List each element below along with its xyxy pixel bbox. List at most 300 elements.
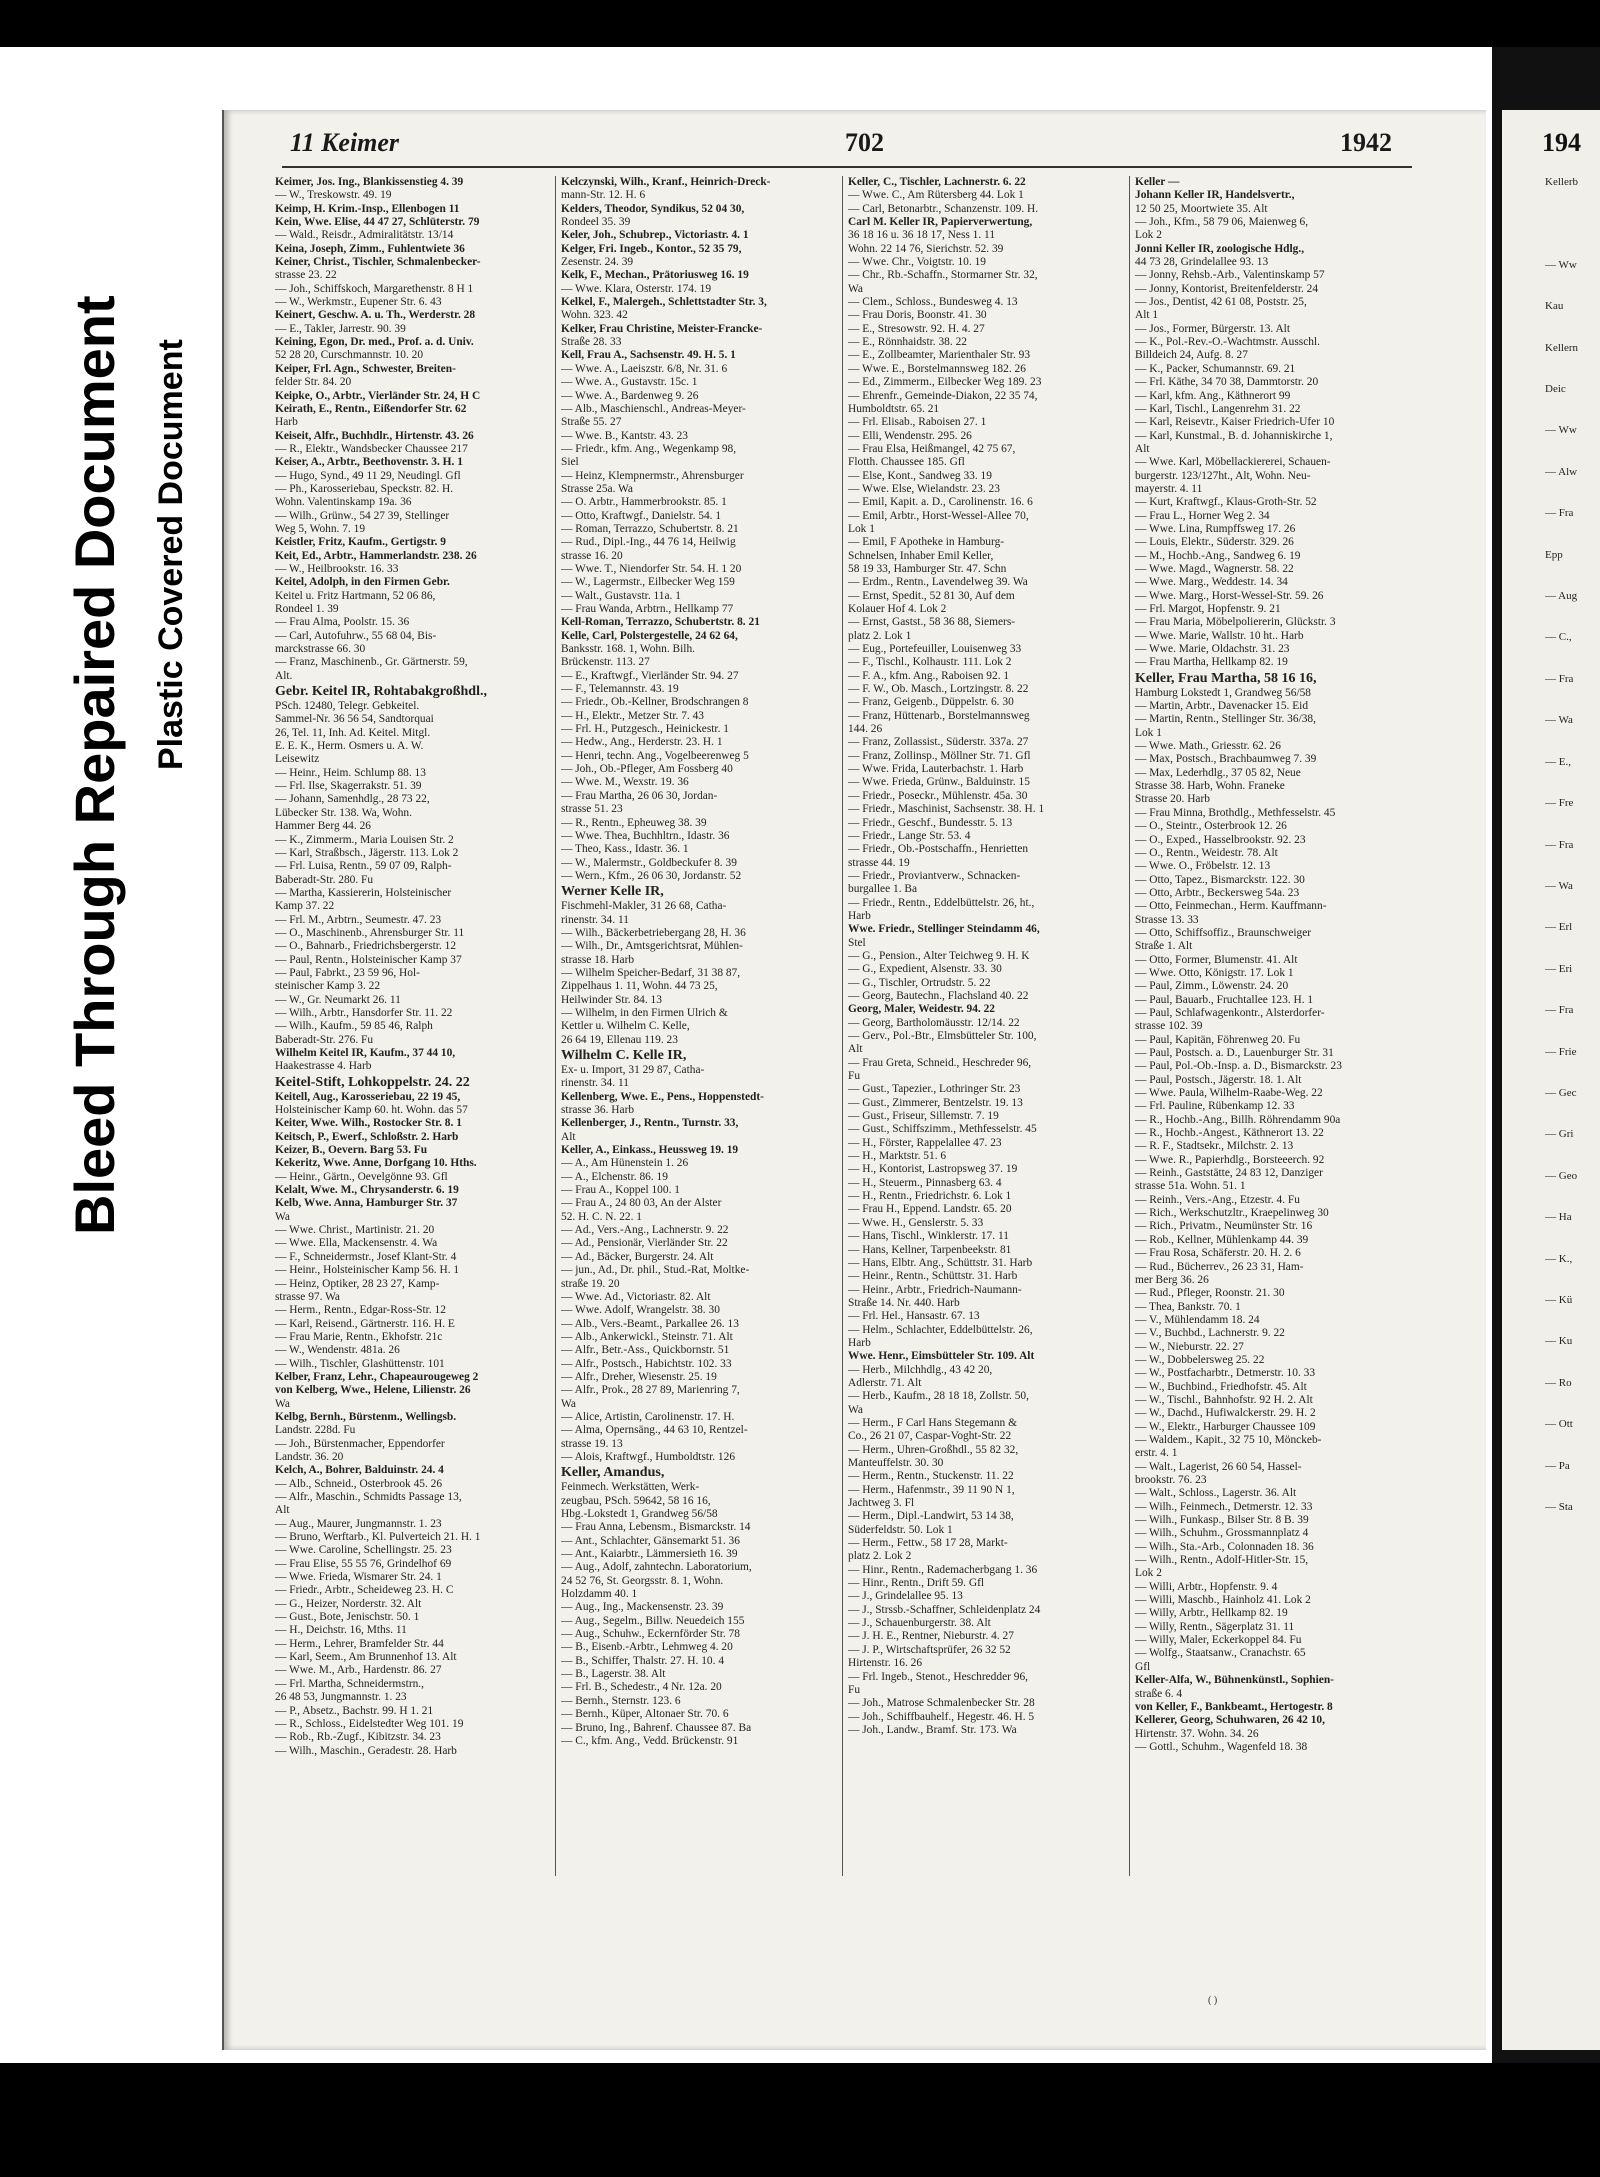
- fragment-line: — Erl: [1545, 921, 1573, 934]
- directory-entry: — Paul, Fabrkt., 23 59 96, Hol-: [275, 966, 420, 979]
- directory-entry: — Wwe. Caroline, Schellingstr. 25. 23: [275, 1544, 452, 1557]
- directory-entry: Kellenberger, J., Rentn., Turnstr. 33,: [561, 1117, 739, 1130]
- directory-entry: — H., Kontorist, Lastropsweg 37. 19: [848, 1163, 1018, 1176]
- directory-entry: — Hedw., Ang., Herderstr. 23. H. 1: [561, 736, 723, 749]
- directory-entry: — Friedr., Poseckr., Mühlenstr. 45a. 30: [848, 789, 1028, 802]
- directory-entry: — H., Marktstr. 51. 6: [848, 1150, 947, 1163]
- directory-entry: mer Berg 36. 26: [1135, 1273, 1209, 1286]
- directory-entry: von Kelberg, Wwe., Helene, Lilienstr. 26: [275, 1384, 471, 1397]
- directory-entry: Wa: [848, 1403, 863, 1416]
- directory-entry: — Henri, techn. Ang., Vogelbeerenweg 5: [561, 749, 749, 762]
- directory-entry: — Wwe. M., Wexstr. 19. 36: [561, 776, 689, 789]
- fragment-line: — Gec: [1545, 1086, 1577, 1099]
- directory-column-4: [1135, 176, 1415, 1754]
- fragment-line: — Fra: [1545, 672, 1574, 685]
- directory-entry: Kelb, Wwe. Anna, Hamburger Str. 37: [275, 1197, 458, 1210]
- directory-entry: — Hans, Elbtr. Ang., Schüttstr. 31. Harb: [848, 1256, 1033, 1269]
- fragment-line: — Alw: [1545, 465, 1578, 478]
- directory-entry: Schnelsen, Inhaber Emil Keller,: [848, 549, 994, 562]
- directory-entry: marckstrasse 66. 30: [275, 643, 366, 656]
- directory-entry: — Wwe. Christ., Martinistr. 21. 20: [275, 1224, 435, 1237]
- directory-entry: — Wwe. A., Gustavstr. 15c. 1: [561, 376, 698, 389]
- directory-entry: Hirtenstr. 16. 26: [848, 1657, 923, 1670]
- directory-entry: — Joh., Matrose Schmalenbecker Str. 28: [848, 1697, 1035, 1710]
- directory-entry: Kelalt, Wwe. M., Chrysanderstr. 6. 19: [275, 1184, 459, 1197]
- directory-entry: — Joh., Landw., Bramf. Str. 173. Wa: [848, 1723, 1017, 1736]
- directory-entry: — Herm., Rentn., Edgar-Ross-Str. 12: [275, 1304, 446, 1317]
- directory-entry: — R., Hochb.-Angest., Käthnerort 13. 22: [1135, 1127, 1324, 1140]
- directory-entry: Lübecker Str. 138. Wa, Wohn.: [275, 806, 412, 819]
- directory-entry: 44 73 28, Grindelallee 93. 13: [1135, 256, 1269, 269]
- directory-entry: Billdeich 24, Aufg. 8. 27: [1135, 349, 1248, 362]
- directory-entry: Kolauer Hof 4. Lok 2: [848, 603, 947, 615]
- directory-entry: — G., Tischler, Ortrudstr. 5. 22: [848, 976, 991, 989]
- directory-entry: — Ehrenfr., Gemeinde-Diakon, 22 35 74,: [848, 389, 1038, 402]
- directory-entry: — Erdm., Rentn., Lavendelweg 39. Wa: [848, 576, 1028, 589]
- fragment-line: Kau: [1545, 300, 1564, 313]
- directory-entry: — Aug., Segelm., Billw. Neuedeich 155: [561, 1614, 745, 1627]
- directory-entry: — Franz, Geigenb., Düppelstr. 6. 30: [848, 696, 1014, 709]
- directory-entry: Keitel, Adolph, in den Firmen Gebr.: [275, 576, 450, 589]
- directory-entry: Kelber, Franz, Lehr., Chapeaurougeweg 2: [275, 1370, 479, 1383]
- directory-entry: — Frl. M., Arbtrn., Seumestr. 47. 23: [275, 913, 442, 926]
- directory-entry: — Paul, Postsch., Jägerstr. 18. 1. Alt: [1135, 1073, 1302, 1086]
- page-header: [290, 128, 1410, 164]
- directory-entry: — Rob., Kellner, Mühlenkamp 44. 39: [1135, 1233, 1309, 1246]
- directory-entry: — W., Tischl., Bahnhofstr. 92 H. 2. Alt: [1135, 1393, 1313, 1406]
- directory-entry: — Heinz, Optiker, 28 23 27, Kamp-: [275, 1277, 440, 1290]
- directory-entry: — Frl. Pauline, Rübenkamp 12. 33: [1135, 1100, 1295, 1113]
- directory-entry: Kelkel, F., Malergeh., Schlettstadter Str. 3,: [561, 296, 767, 309]
- directory-entry: Süderfeldstr. 50. Lok 1: [848, 1523, 953, 1536]
- directory-entry: — J., Grindelallee 95. 13: [848, 1590, 963, 1603]
- directory-entry: — Louis, Elektr., Süderstr. 329. 26: [1135, 536, 1294, 549]
- directory-entry: mann-Str. 12. H. 6: [561, 189, 646, 202]
- directory-entry: Sammel-Nr. 36 56 54, Sandtorquai: [275, 713, 434, 726]
- directory-entry: — Alb., Schneid., Osterbrook 45. 26: [275, 1477, 443, 1490]
- next-page-number: 194: [1542, 128, 1581, 157]
- directory-entry: — G., Pension., Alter Teichweg 9. H. K: [848, 949, 1030, 962]
- directory-entry: burgerstr. 123/127ht., Alt, Wohn. Neu-: [1135, 469, 1311, 482]
- directory-entry: — Georg, Bautechn., Flachsland 40. 22: [848, 989, 1029, 1002]
- directory-entry: — Herm., Lehrer, Bramfelder Str. 44: [275, 1637, 444, 1650]
- directory-entry: — Walt., Schloss., Lagerstr. 36. Alt: [1135, 1487, 1297, 1500]
- directory-entry: — Rud., Dipl.-Ing., 44 76 14, Heilwig: [561, 536, 736, 549]
- directory-entry: Leisewitz: [275, 753, 320, 766]
- directory-entry: Wwe. Henr., Eimsbütteler Str. 109. Alt: [848, 1350, 1035, 1363]
- directory-entry: — Wwe. Paula, Wilhelm-Raabe-Weg. 22: [1135, 1087, 1323, 1100]
- directory-entry: — Frau Anna, Lebensm., Bismarckstr. 14: [561, 1521, 751, 1534]
- directory-entry: — Frau A., Koppel 100. 1: [561, 1184, 680, 1197]
- running-head: 11 Keimer: [290, 128, 400, 157]
- directory-entry: — Friedr., Geschf., Bundesstr. 5. 13: [848, 816, 1013, 829]
- directory-entry: — J., Strssb.-Schaffner, Schleidenplatz 24: [848, 1603, 1041, 1616]
- directory-entry: — Wwe. Marie, Wallstr. 10 ht.. Harb: [1135, 629, 1304, 642]
- directory-entry: — Wilh., Sta.-Arb., Colonnaden 18. 36: [1135, 1540, 1314, 1553]
- fragment-line: Kellern: [1545, 341, 1578, 354]
- directory-entry: — Emil, F Apotheke in Hamburg-: [848, 536, 1005, 549]
- directory-entry: — V., Mühlendamm 18. 24: [1135, 1313, 1260, 1326]
- directory-entry: — Wilh., Tischler, Glashüttenstr. 101: [275, 1357, 445, 1370]
- directory-entry: — Gust., Zimmerer, Bentzelstr. 19. 13: [848, 1096, 1023, 1109]
- directory-entry: Kamp 37. 22: [275, 900, 335, 913]
- directory-entry: Harb: [848, 909, 871, 922]
- directory-entry: — Wern., Kfm., 26 06 30, Jordanstr. 52: [561, 869, 742, 882]
- directory-entry: — Paul, Bauarb., Fruchtallee 123. H. 1: [1135, 993, 1314, 1006]
- directory-entry: — Otto, Kraftwgf., Danielstr. 54. 1: [561, 509, 722, 522]
- directory-entry: — O., Steintr., Osterbrook 12. 26: [1135, 820, 1287, 833]
- directory-entry: Wa: [848, 282, 863, 295]
- directory-entry: — Hinr., Rentn., Drift 59. Gfl: [848, 1577, 985, 1590]
- directory-entry: 52 28 20, Curschmannstr. 10. 20: [275, 349, 424, 362]
- fragment-line: — Ro: [1545, 1376, 1572, 1389]
- directory-entry: — R., Elektr., Wandsbecker Chaussee 217: [275, 442, 468, 455]
- directory-entry: Straße 55. 27: [561, 416, 622, 429]
- directory-entry: — Frau Greta, Schneid., Heschreder 96,: [848, 1056, 1032, 1069]
- directory-entry: Keitsch, P., Ewerf., Schloßstr. 2. Harb: [275, 1130, 459, 1143]
- directory-entry: Keirath, E., Rentn., Eißendorfer Str. 62: [275, 402, 467, 415]
- directory-entry: Keller-Alfa, W., Bühnenkünstl., Sophien-: [1135, 1674, 1334, 1687]
- directory-entry: — Ph., Karosseriebau, Speckstr. 82. H.: [275, 482, 454, 495]
- directory-entry: — Joh., Kfm., 58 79 06, Maienweg 6,: [1135, 216, 1309, 229]
- directory-entry: Ex- u. Import, 31 29 87, Catha-: [561, 1064, 705, 1076]
- scan-border-top: [0, 0, 1600, 47]
- directory-entry: Kelch, A., Bohrer, Balduinstr. 24. 4: [275, 1464, 444, 1477]
- directory-entry: — Paul, Kapitän, Föhrenweg 20. Fu: [1135, 1033, 1301, 1046]
- directory-entry: — Otto, Feinmechan., Herm. Kauffmann-: [1135, 900, 1327, 913]
- directory-entry: Lok 2: [1135, 229, 1162, 242]
- directory-entry: — Ad., Bäcker, Burgerstr. 24. Alt: [561, 1250, 714, 1263]
- label-bleed-through: Bleed Through: [63, 839, 126, 1235]
- directory-entry: Kell-Roman, Terrazzo, Schubertstr. 8. 21: [561, 616, 760, 629]
- directory-entry: — Walt., Gustavstr. 11a. 1: [561, 589, 681, 602]
- directory-entry: — Frau Minna, Brothdlg., Methfesselstr. 45: [1135, 806, 1336, 819]
- directory-entry: Hirtenstr. 37. Wohn. 34. 26: [1135, 1727, 1259, 1740]
- directory-entry: — R. F., Stadtsekr., Milchstr. 2. 13: [1135, 1140, 1294, 1153]
- directory-entry: — F., Telemannstr. 43. 19: [561, 683, 679, 696]
- directory-entry: Hbg.-Lokstedt 1, Grandweg 56/58: [561, 1508, 718, 1520]
- directory-entry: Strasse 25a. Wa: [561, 482, 633, 495]
- directory-entry: — Friedr., Maschinist, Sachsenstr. 38. H. 1: [848, 803, 1045, 816]
- directory-entry: Keller, Amandus,: [561, 1465, 665, 1481]
- directory-entry: — Aug., Ing., Mackensenstr. 23. 39: [561, 1601, 724, 1614]
- directory-entry: — Wwe. Marg., Horst-Wessel-Str. 59. 26: [1135, 589, 1324, 602]
- directory-entry: — Frl. Hel., Hansastr. 67. 13: [848, 1310, 980, 1323]
- directory-entry: — Martha, Kassiererin, Holsteinischer: [275, 886, 452, 899]
- directory-entry: Baberadt-Str. 280. Fu: [275, 873, 374, 886]
- directory-entry: — O., Rentn., Weidestr. 78. Alt: [1135, 846, 1278, 859]
- directory-entry: strasse 97. Wa: [275, 1290, 340, 1303]
- directory-entry: von Keller, F., Bankbeamt., Hertogestr. 8: [1135, 1700, 1333, 1713]
- fragment-line: — Geo: [1545, 1169, 1578, 1182]
- directory-entry: — C., kfm. Ang., Vedd. Brückenstr. 91: [561, 1734, 739, 1747]
- directory-entry: — Herm., Rentn., Stuckenstr. 11. 22: [848, 1470, 1014, 1483]
- directory-entry: Weg 5, Wohn. 7. 19: [275, 522, 366, 535]
- directory-entry: Kelger, Fri. Ingeb., Kontor., 52 35 79,: [561, 242, 742, 255]
- directory-entry: — Else, Kont., Sandweg 33. 19: [848, 469, 992, 482]
- directory-entry: Harb: [848, 1336, 871, 1349]
- directory-entry: — Chr., Rb.-Schaffn., Stormarner Str. 32,: [848, 269, 1038, 282]
- directory-entry: — F. A., kfm. Ang., Raboisen 92. 1: [848, 669, 1010, 682]
- fragment-line: Kellerb: [1545, 176, 1578, 188]
- directory-entry: — Frau Elise, 55 55 76, Grindelhof 69: [275, 1557, 452, 1570]
- year: 1942: [1340, 128, 1392, 157]
- directory-entry: Siel: [561, 456, 579, 469]
- directory-entry: Keler, Joh., Schubrep., Victoriastr. 4. 1: [561, 229, 749, 242]
- directory-entry: — Gust., Tapezier., Lothringer Str. 23: [848, 1083, 1021, 1096]
- directory-entry: — Willy, Arbtr., Hellkamp 82. 19: [1135, 1607, 1288, 1620]
- directory-entry: Manteuffelstr. 30. 30: [848, 1457, 944, 1469]
- directory-entry: — Wilh., Grünw., 54 27 39, Stellinger: [275, 509, 450, 522]
- directory-entry: — Frau Martha, Hellkamp 82. 19: [1135, 656, 1288, 669]
- directory-entry: — Wwe. C., Am Rütersberg 44. Lok 1: [848, 189, 1024, 202]
- directory-entry: Strasse 20. Harb: [1135, 793, 1210, 806]
- directory-entry: — E., Kraftwgf., Vierländer Str. 94. 27: [561, 669, 739, 682]
- directory-entry: — Frl. Martha, Schneidermstrn.,: [275, 1677, 425, 1690]
- directory-entry: — Aug., Schuhw., Eckernförder Str. 78: [561, 1628, 740, 1641]
- directory-entry: — Alb., Maschienschl., Andreas-Meyer-: [561, 402, 746, 415]
- directory-entry: — F., Schneidermstr., Josef Klant-Str. 4: [275, 1250, 457, 1263]
- directory-entry: — Heinr., Gärtn., Oevelgönne 93. Gfl: [275, 1170, 448, 1183]
- directory-entry: — Karl, Tischl., Langenrehm 31. 22: [1135, 402, 1301, 415]
- directory-entry: Rondeel 35. 39: [561, 216, 631, 229]
- directory-entry: — H., Deichstr. 16, Mths. 11: [275, 1624, 407, 1637]
- directory-entry: — Wolfg., Staatsanw., Cranachstr. 65: [1135, 1647, 1306, 1660]
- fragment-line: — Ha: [1545, 1211, 1572, 1224]
- directory-entry: — O., Exped., Hasselbrookstr. 92. 23: [1135, 833, 1306, 846]
- directory-entry: — Wwe. Ella, Mackensenstr. 4. Wa: [275, 1237, 438, 1250]
- directory-entry: — K., Packer, Schumannstr. 69. 21: [1135, 362, 1296, 375]
- directory-entry: Straße 14. Nr. 440. Harb: [848, 1296, 960, 1309]
- directory-entry: — Herm., Dipl.-Landwirt, 53 14 38,: [848, 1510, 1014, 1523]
- directory-entry: 12 50 25, Moortwiete 35. Alt: [1135, 202, 1268, 215]
- fragment-line: — Fre: [1545, 797, 1574, 810]
- directory-entry: — Rob., Rb.-Zugf., Kibitzstr. 34. 23: [275, 1731, 441, 1744]
- directory-entry: Fu: [848, 1683, 861, 1696]
- directory-entry: — J., Schauenburgerstr. 38. Alt: [848, 1617, 991, 1630]
- directory-entry: — Franz, Zollinsp., Möllner Str. 71. Gfl: [848, 749, 1031, 762]
- directory-entry: Keistler, Fritz, Kaufm., Gertigstr. 9: [275, 536, 446, 549]
- directory-entry: Wwe. Friedr., Stellinger Steindamm 46,: [848, 923, 1040, 936]
- directory-entry: Keit, Ed., Arbtr., Hammerlandstr. 238. 26: [275, 549, 477, 562]
- directory-entry: — Wwe. Klara, Osterstr. 174. 19: [561, 282, 712, 295]
- directory-entry: — Ad., Pensionär, Vierländer Str. 22: [561, 1237, 728, 1250]
- directory-entry: — W., Dachd., Hufiwalckerstr. 29. H. 2: [1135, 1407, 1316, 1420]
- directory-entry: Keimp, H. Krim.-Insp., Ellenbogen 11: [275, 202, 460, 215]
- directory-entry: Kellenberg, Wwe. E., Pens., Hoppenstedt-: [561, 1090, 764, 1103]
- directory-entry: — H., Elektr., Metzer Str. 7. 43: [561, 709, 704, 722]
- directory-entry: — Ad., Vers.-Ang., Lachnerstr. 9. 22: [561, 1224, 729, 1237]
- directory-entry: — Kurt, Kraftwgf., Klaus-Groth-Str. 52: [1135, 496, 1317, 509]
- directory-entry: — Wwe. R., Papierhdlg., Borsteeerch. 92: [1135, 1153, 1325, 1166]
- fragment-line: — Sta: [1545, 1501, 1573, 1513]
- directory-entry: — Friedr., Rentn., Eddelbüttelstr. 26, ht.,: [848, 896, 1035, 909]
- directory-entry: — Otto, Tapez., Bismarckstr. 122. 30: [1135, 873, 1305, 886]
- directory-entry: — Otto, Arbtr., Beckersweg 54a. 23: [1135, 886, 1300, 899]
- directory-entry: Harb: [275, 416, 298, 429]
- directory-entry: Keizer, B., Oevern. Barg 53. Fu: [275, 1144, 428, 1157]
- fragment-line: — K.,: [1545, 1252, 1573, 1265]
- directory-entry: — J. H. E., Rentner, Nieburstr. 4. 27: [848, 1630, 1014, 1643]
- fragment-line: [1545, 217, 1600, 230]
- column-divider: [1129, 176, 1130, 1876]
- directory-entry: — Alois, Kraftwgf., Humboldtstr. 126: [561, 1450, 736, 1463]
- directory-entry: — Willy, Maler, Eckerkoppel 84. Fu: [1135, 1634, 1302, 1647]
- directory-entry: — Wwe. Frida, Lauterbachstr. 1. Harb: [848, 763, 1024, 776]
- directory-entry: Alt 1: [1135, 309, 1159, 322]
- directory-entry: Lok 2: [1135, 1567, 1162, 1580]
- directory-entry: — Frau Wanda, Arbtrn., Hellkamp 77: [561, 603, 734, 615]
- directory-entry: — Frl. Elisab., Raboisen 27. 1: [848, 416, 987, 429]
- directory-column-2: [561, 176, 851, 1748]
- directory-entry: Carl M. Keller IR, Papierverwertung,: [848, 216, 1033, 229]
- directory-entry: — Hugo, Synd., 49 11 29, Neudingl. Gfl: [275, 469, 461, 482]
- directory-entry: — Wwe. Else, Wielandstr. 23. 23: [848, 482, 1000, 495]
- fragment-line: — Fra: [1545, 507, 1574, 520]
- scan-border-bottom: [0, 2063, 1600, 2177]
- directory-entry: — Wilh., Schuhm., Grossmannplatz 4: [1135, 1527, 1309, 1540]
- fragment-line: — Gri: [1545, 1128, 1574, 1141]
- directory-entry: brookstr. 76. 23: [1135, 1474, 1207, 1486]
- directory-entry: Straße 1. Alt: [1135, 940, 1193, 953]
- fragment-line: — Wa: [1545, 714, 1573, 727]
- directory-entry: — Carl, Autofuhrw., 55 68 04, Bis-: [275, 629, 437, 642]
- directory-entry: 26 48 53, Jungmannstr. 1. 23: [275, 1691, 407, 1704]
- fragment-line: — E.,: [1545, 755, 1571, 768]
- directory-entry: — Rud., Bücherrev., 26 23 31, Ham-: [1135, 1260, 1304, 1273]
- directory-entry: — Paul, Schlafwagenkontr., Alsterdorfer-: [1135, 1006, 1325, 1019]
- directory-entry: — W., Treskowstr. 49. 19: [275, 189, 392, 202]
- bleed-through-label: [62, 295, 127, 1235]
- directory-entry: — Wilh., Maschin., Geradestr. 28. Harb: [275, 1744, 457, 1757]
- directory-entry: — E., Zollbeamter, Marienthaler Str. 93: [848, 349, 1031, 362]
- directory-entry: — Wilh., Kaufm., 59 85 46, Ralph: [275, 1020, 433, 1033]
- directory-entry: — Joh., Bürstenmacher, Eppendorfer: [275, 1437, 445, 1450]
- directory-entry: — Thea, Bankstr. 70. 1: [1135, 1300, 1241, 1313]
- directory-entry: Baberadt-Str. 276. Fu: [275, 1033, 374, 1046]
- directory-entry: — Frl. H., Putzgesch., Heinickestr. 1: [561, 723, 729, 736]
- directory-entry: Zesenstr. 24. 39: [561, 256, 634, 269]
- directory-entry: — A., Am Hünenstein 1. 26: [561, 1157, 689, 1170]
- directory-entry: Fischmehl-Makler, 31 26 68, Catha-: [561, 900, 727, 913]
- directory-entry: — Frau Martha, 26 06 30, Jordan-: [561, 789, 718, 802]
- directory-entry: strasse 23. 22: [275, 269, 337, 282]
- directory-entry: — Max, Postsch., Brachbaumweg 7. 39: [1135, 753, 1317, 766]
- directory-entry: — Carl, Betonarbtr., Schanzenstr. 109. H.: [848, 202, 1039, 215]
- directory-entry: — Wwe. A., Laeiszstr. 6/8, Nr. 31. 6: [561, 362, 728, 375]
- directory-entry: Gebr. Keitel IR, Rohtabakgroßhdl.,: [275, 684, 487, 700]
- directory-entry: Hamburg Lokstedt 1, Grandweg 56/58: [1135, 686, 1311, 699]
- directory-entry: platz 2. Lok 2: [848, 1550, 912, 1563]
- directory-entry: Wohn. 323. 42: [561, 309, 628, 322]
- directory-entry: Keller —: [1135, 176, 1180, 188]
- directory-entry: Landstr. 228d. Fu: [275, 1424, 356, 1437]
- directory-entry: Alt.: [275, 669, 293, 682]
- directory-entry: — Bruno, Ing., Bahrenf. Chaussee 87. Ba: [561, 1721, 752, 1734]
- directory-entry: — Elli, Wendenstr. 295. 26: [848, 429, 972, 442]
- directory-entry: Keimer, Jos. Ing., Blankissenstieg 4. 39: [275, 176, 464, 188]
- directory-entry: — O., Maschinenb., Ahrensburger Str. 11: [275, 926, 465, 939]
- directory-entry: PSch. 12480, Telegr. Gebkeitel.: [275, 700, 420, 713]
- directory-entry: — Wwe. Adolf, Wrangelstr. 38. 30: [561, 1304, 720, 1317]
- directory-entry: Keitel-Stift, Lohkoppelstr. 24. 22: [275, 1074, 470, 1090]
- directory-entry: Landstr. 36. 20: [275, 1450, 344, 1463]
- directory-entry: — Wwe. E., Borstelmannsweg 182. 26: [848, 362, 1026, 375]
- directory-entry: — Wwe. Marg., Weddestr. 14. 34: [1135, 576, 1288, 589]
- directory-entry: — Alfr., Maschin., Schmidts Passage 13,: [275, 1491, 462, 1503]
- directory-entry: — Herm., F Carl Hans Stegemann &: [848, 1416, 1017, 1429]
- directory-entry: strasse 18. Harb: [561, 953, 635, 966]
- directory-entry: — Wwe. Frieda, Wismarer Str. 24. 1: [275, 1571, 442, 1584]
- directory-entry: — Wwe. M., Arb., Hardenstr. 86. 27: [275, 1664, 442, 1677]
- directory-entry: Georg, Maler, Weidestr. 94. 22: [848, 1003, 996, 1016]
- directory-entry: Alt: [848, 1043, 863, 1056]
- directory-entry: Gfl: [1135, 1660, 1151, 1673]
- directory-entry: Alt: [561, 1130, 576, 1143]
- directory-entry: — Otto, Schiffsoffiz., Braunschweiger: [1135, 926, 1312, 939]
- directory-entry: burgallee 1. Ba: [848, 883, 918, 896]
- directory-entry: — J. P., Wirtschaftsprüfer, 26 32 52: [848, 1643, 1011, 1656]
- header-rule: [282, 166, 1412, 168]
- directory-entry: — Reinh., Gaststätte, 24 83 12, Danziger: [1135, 1167, 1323, 1180]
- directory-entry: Haakestrasse 4. Harb: [275, 1060, 372, 1073]
- directory-entry: — G., Heizer, Norderstr. 32. Alt: [275, 1597, 422, 1610]
- directory-entry: — Paul, Postsch. a. D., Lauenburger Str. 31: [1135, 1047, 1334, 1059]
- directory-entry: — O., Bahnarb., Friedrichsbergerstr. 12: [275, 940, 457, 953]
- directory-entry: — Emil, Arbtr., Horst-Wessel-Allee 70,: [848, 509, 1029, 522]
- directory-entry: — Wwe. Ad., Victoriastr. 82. Alt: [561, 1290, 711, 1303]
- directory-entry: straße 6. 4: [1135, 1687, 1183, 1700]
- directory-entry: — Jos., Dentist, 42 61 08, Poststr. 25,: [1135, 296, 1307, 309]
- directory-entry: Alt: [1135, 442, 1150, 455]
- directory-entry: strasse 51. 23: [561, 803, 623, 816]
- directory-entry: — Hinr., Rentn., Rademacherbgang 1. 36: [848, 1563, 1038, 1576]
- directory-entry: — W., Elektr., Harburger Chaussee 109: [1135, 1420, 1316, 1433]
- directory-entry: — Wwe. Otto, Königstr. 17. Lok 1: [1135, 966, 1294, 979]
- directory-entry: 26 64 19, Ellenau 119. 23: [561, 1033, 678, 1046]
- directory-entry: — Frau Maria, Möbelpoliererin, Glückstr. 3: [1135, 616, 1336, 629]
- directory-entry: — Wwe. Lina, Rumpffsweg 17. 26: [1135, 522, 1296, 535]
- directory-entry: — Herm., Uhren-Großhdl., 55 82 32,: [848, 1443, 1019, 1456]
- directory-entry: — Alb., Vers.-Beamt., Parkallee 26. 13: [561, 1317, 739, 1330]
- directory-entry: — Frau Alma, Poolstr. 15. 36: [275, 616, 410, 629]
- directory-entry: Kelk, F., Mechan., Prätoriusweg 16. 19: [561, 269, 749, 282]
- directory-entry: — Franz, Maschinenb., Gr. Gärtnerstr. 59,: [275, 656, 468, 669]
- directory-entry: — Frl. Ingeb., Stenot., Heschredder 96,: [848, 1670, 1028, 1683]
- directory-entry: — W., Nieburstr. 22. 27: [1135, 1340, 1244, 1353]
- directory-entry: Keiser, A., Arbtr., Beethovenstr. 3. H. 1: [275, 456, 463, 469]
- directory-entry: Wohn. Valentinskamp 19a. 36: [275, 496, 412, 509]
- directory-entry: — Rich., Werkschutzltr., Kraepelinweg 30: [1135, 1207, 1329, 1220]
- directory-entry: — Wilh., Bäckerbetriebergang 28, H. 36: [561, 926, 746, 939]
- directory-entry: Feinmech. Werkstätten, Werk-: [561, 1481, 700, 1494]
- directory-entry: — Gerv., Pol.-Btr., Elmsbütteler Str. 100,: [848, 1030, 1037, 1042]
- directory-entry: — Alfr., Betr.-Ass., Quickbornstr. 51: [561, 1344, 730, 1357]
- directory-entry: — Wilh., Arbtr., Hansdorfer Str. 11. 22: [275, 1006, 453, 1019]
- directory-entry: Jonni Keller IR, zoologische Hdlg.,: [1135, 242, 1305, 255]
- directory-entry: — Willy, Rentn., Sägerplatz 31. 11: [1135, 1620, 1295, 1633]
- directory-entry: — Wwe. Thea, Buchhltrn., Idastr. 36: [561, 829, 730, 842]
- directory-entry: — F. W., Ob. Masch., Lortzingstr. 8. 22: [848, 683, 1029, 696]
- directory-entry: — Wwe. Marie, Oldachstr. 31. 23: [1135, 643, 1290, 656]
- directory-entry: Keller, C., Tischler, Lachnerstr. 6. 22: [848, 176, 1026, 188]
- directory-entry: — W., Heilbrookstr. 16. 33: [275, 562, 399, 575]
- fragment-line: — Wa: [1545, 879, 1573, 892]
- directory-entry: Keiper, Frl. Agn., Schwester, Breiten-: [275, 362, 456, 375]
- fragment-line: — Ww: [1545, 258, 1577, 271]
- fragment-line: — C.,: [1545, 631, 1572, 644]
- directory-entry: Keiter, Wwe. Wilh., Rostocker Str. 8. 1: [275, 1117, 462, 1130]
